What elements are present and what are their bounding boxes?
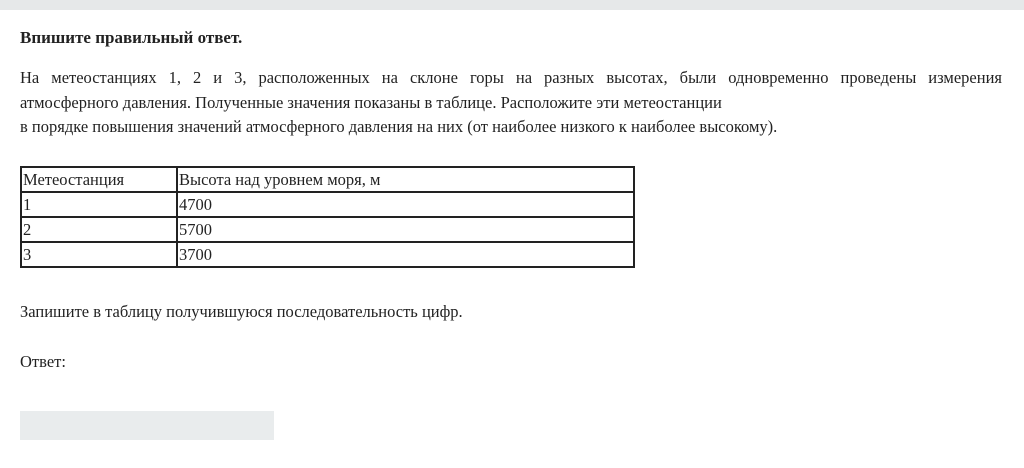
stations-table (20, 166, 635, 268)
top-bar (0, 0, 1024, 10)
table-row (21, 192, 634, 217)
table-header-height: Высота над уровнем моря, м (177, 167, 634, 192)
table-cell-height: 5700 (177, 217, 634, 242)
table-header-row (21, 167, 634, 192)
table-cell-station: 1 (21, 192, 177, 217)
instruction-heading: Впишите правильный ответ. (20, 28, 243, 47)
table-row (21, 242, 634, 267)
question-line-2: атмосферного давления. Полученные значения показаны в таблице. Расположите эти метеостанции (20, 92, 722, 112)
answer-prompt: Запишите в таблицу получившуюся последовательность цифр. (20, 302, 463, 321)
answer-input[interactable] (20, 411, 274, 440)
question-line-3: в порядке повышения значений атмосферного давления на них (от наиболее низкого к наиболее высокому). (20, 117, 778, 136)
table-cell-height: 3700 (177, 242, 634, 267)
answer-label: Ответ: (20, 352, 66, 371)
table-cell-station: 3 (21, 242, 177, 267)
question-line-1: На метеостанциях 1, 2 и 3, расположенных на склоне горы на разных высотах, были одновременно проведены измерения (20, 68, 1002, 87)
question-text (20, 66, 1002, 140)
table-cell-height: 4700 (177, 192, 634, 217)
table-header-station: Метеостанция (21, 167, 177, 192)
table-cell-station: 2 (21, 217, 177, 242)
table-row (21, 217, 634, 242)
